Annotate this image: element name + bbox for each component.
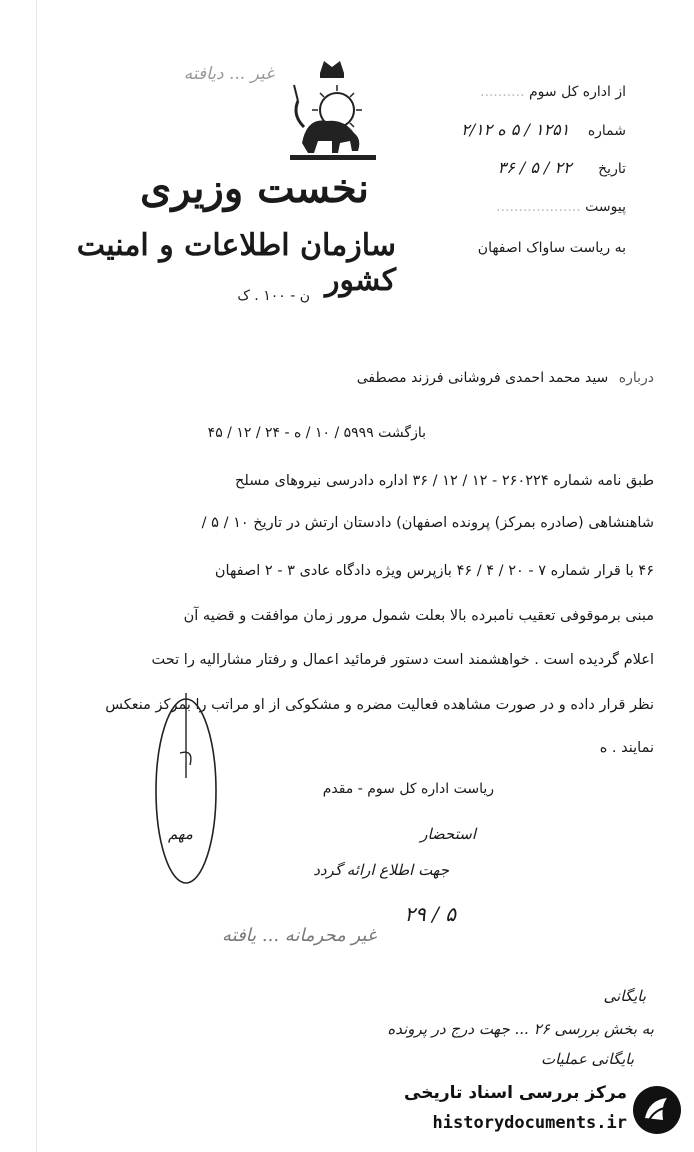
number-row bbox=[461, 120, 626, 139]
handwritten-note: استحضار bbox=[420, 825, 476, 843]
letterhead-code: ن - ۱۰۰ . ک bbox=[237, 288, 310, 304]
recipient-text: به ریاست ساواک اصفهان bbox=[477, 240, 626, 256]
subject-label: درباره bbox=[618, 370, 654, 386]
body-line: نظر قرار داده و در صورت مشاهده فعالیت مضره و مشکوکی از او مراتب را بمرکز منعکس bbox=[105, 697, 654, 713]
handwritten-date: ۲۹ / ۵ bbox=[404, 902, 456, 926]
watermark-url-text: historydocuments.ir bbox=[432, 1113, 627, 1133]
body-line: نمایند . ه bbox=[599, 740, 654, 756]
from-department bbox=[480, 84, 626, 100]
date-label: تاریخ bbox=[598, 161, 626, 177]
attachment-row bbox=[496, 199, 626, 215]
number-label: شماره bbox=[587, 123, 626, 139]
scan-edge-line bbox=[36, 0, 37, 1152]
handwritten-note: بایگانی bbox=[603, 987, 646, 1005]
dotted-leader: .......... bbox=[480, 84, 525, 100]
watermark-logo bbox=[402, 1080, 687, 1145]
body-line: مبنی برموقوفی تعقیب نامبرده بالا بعلت شمول مرور زمان موافقت و قضیه آن bbox=[183, 608, 654, 624]
letterhead-title: نخست وزیری bbox=[140, 165, 369, 212]
body-line: طبق نامه شماره ۲۶۰۲۲۴ - ۱۲ / ۱۲ / ۳۶ اداره دادرسی نیروهای مسلح bbox=[235, 473, 654, 489]
document-center-logo-icon bbox=[631, 1084, 683, 1136]
recipient-row bbox=[478, 240, 626, 256]
date-row bbox=[498, 158, 626, 177]
handwritten-note: جهت اطلاع ارائه گردد bbox=[313, 861, 449, 879]
oval-note: مهم bbox=[168, 825, 193, 843]
handwritten-note: بایگانی عملیات bbox=[540, 1050, 634, 1068]
body-line: اعلام گردیده است . خواهشمند است دستور فرمائید اعمال و رفتار مشارالیه را تحت bbox=[151, 652, 654, 668]
body-line: شاهنشاهی (صادره بمرکز) پرونده اصفهان) دادستان ارتش در تاریخ ۱۰ / ۵ / bbox=[201, 515, 654, 531]
from-label: از اداره کل سوم bbox=[528, 84, 626, 100]
signature-line: ریاست اداره کل سوم - مقدم bbox=[322, 781, 494, 797]
body-line: ۴۶ با قرار شماره ۷ - ۲۰ / ۴ / ۴۶ بازپرس ویژه دادگاه عادی ۳ - ۲ اصفهان bbox=[214, 563, 654, 579]
reference-line: بازگشت ۵۹۹۹ / ۱۰ / ه - ۲۴ / ۱۲ / ۴۵ bbox=[207, 425, 426, 441]
date-value: ۲۲ / ۵ / ۳۶ bbox=[497, 158, 572, 177]
letterhead-organization: سازمان اطلاعات و امنیت کشور bbox=[76, 228, 396, 298]
number-value: ۱۲۵۱ / ۵ ه ۲/۱۲ bbox=[461, 120, 570, 139]
watermark-persian-text: مرکز بررسی اسناد تاریخی bbox=[404, 1083, 627, 1103]
handwritten-note: به بخش بررسی ۲۶ ... جهت درج در پرونده bbox=[387, 1020, 654, 1038]
faded-stamp: غیر محرمانه ... یافته bbox=[222, 925, 377, 946]
attachment-label: پیوست bbox=[585, 199, 626, 215]
faded-top-note: غیر ... دیافته bbox=[183, 64, 274, 84]
subject-row bbox=[357, 370, 654, 386]
dotted-leader: ................... bbox=[496, 199, 581, 215]
subject-value: سید محمد احمدی فروشانی فرزند مصطفی bbox=[356, 370, 609, 386]
lion-and-sun-emblem-icon bbox=[282, 55, 382, 165]
handwritten-oval-mark bbox=[150, 683, 220, 888]
